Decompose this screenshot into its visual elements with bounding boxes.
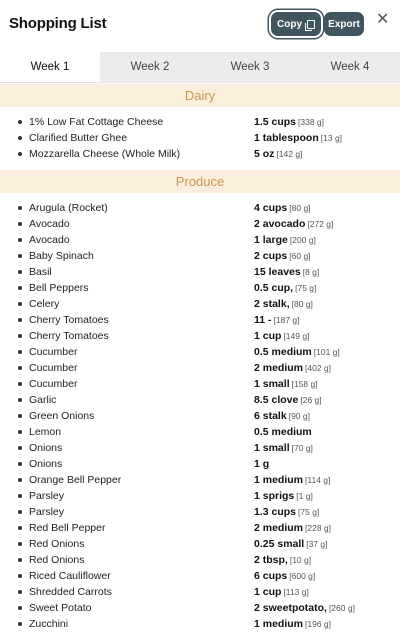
item-weight: [75 g] xyxy=(295,283,317,293)
section-header-produce: Produce xyxy=(0,170,400,193)
item-amount: 0.25 small xyxy=(254,538,305,550)
bullet-icon xyxy=(18,526,22,530)
item-name: Sweet Potato xyxy=(29,602,92,614)
item-name: Parsley xyxy=(29,490,65,502)
item-weight: [149 g] xyxy=(283,331,310,341)
list-item xyxy=(0,440,400,456)
item-quantity xyxy=(254,148,302,160)
item-amount: 8.5 clove xyxy=(254,394,299,406)
item-name: Onions xyxy=(29,442,63,454)
item-weight: [196 g] xyxy=(305,619,332,629)
item-name: Garlic xyxy=(29,394,57,406)
bullet-icon xyxy=(18,254,22,258)
item-quantity xyxy=(254,586,309,598)
item-amount: 1.3 cups xyxy=(254,506,297,518)
list-item xyxy=(0,488,400,504)
item-weight: [260 g] xyxy=(328,603,355,613)
item-quantity xyxy=(254,474,330,486)
item-name: Bell Peppers xyxy=(29,282,89,294)
list-item xyxy=(0,472,400,488)
item-amount: 1 medium xyxy=(254,618,304,630)
item-quantity xyxy=(254,362,331,374)
list-item xyxy=(0,114,400,130)
item-quantity xyxy=(254,314,300,326)
item-quantity xyxy=(254,250,311,262)
item-name: Cherry Tomatoes xyxy=(29,314,109,326)
item-weight: [600 g] xyxy=(289,571,316,581)
item-name: Red Onions xyxy=(29,538,85,550)
close-icon[interactable]: ✕ xyxy=(376,11,390,28)
bullet-icon xyxy=(18,622,22,626)
item-quantity xyxy=(254,378,318,390)
item-name: Baby Spinach xyxy=(29,250,94,262)
item-quantity xyxy=(254,490,313,502)
bullet-icon xyxy=(18,270,22,274)
item-amount: 2 sweetpotato, xyxy=(254,602,327,614)
bullet-icon xyxy=(18,120,22,124)
list-item xyxy=(0,200,400,216)
item-weight: [13 g] xyxy=(320,133,343,143)
export-button[interactable]: Export xyxy=(324,12,364,36)
bullet-icon xyxy=(18,414,22,418)
item-name: Lemon xyxy=(29,426,62,438)
bullet-icon xyxy=(18,542,22,546)
list-item xyxy=(0,296,400,312)
list-item xyxy=(0,408,400,424)
tab-week-1[interactable]: Week 1 xyxy=(0,52,100,82)
item-amount: 0.5 medium xyxy=(254,346,312,358)
list-item xyxy=(0,616,400,632)
item-quantity xyxy=(254,394,322,406)
bullet-icon xyxy=(18,382,22,386)
bullet-icon xyxy=(18,350,22,354)
list-item xyxy=(0,520,400,536)
item-name: Green Onions xyxy=(29,410,95,422)
list-item xyxy=(0,232,400,248)
item-quantity xyxy=(254,570,315,582)
item-quantity xyxy=(254,282,316,294)
item-amount: 2 medium xyxy=(254,362,304,374)
section-header-dairy: Dairy xyxy=(0,84,400,107)
list-item xyxy=(0,130,400,146)
bullet-icon xyxy=(18,366,22,370)
list-item xyxy=(0,360,400,376)
bullet-icon xyxy=(18,590,22,594)
item-weight: [70 g] xyxy=(291,443,313,453)
item-quantity xyxy=(254,522,331,534)
tab-week-4[interactable]: Week 4 xyxy=(300,52,400,82)
item-quantity xyxy=(254,506,319,518)
item-name: Parsley xyxy=(29,506,65,518)
list-item xyxy=(0,344,400,360)
item-quantity xyxy=(254,554,311,566)
list-item xyxy=(0,456,400,472)
item-name: Mozzarella Cheese (Whole Milk) xyxy=(29,148,181,160)
item-quantity xyxy=(254,218,333,230)
item-name: Celery xyxy=(29,298,60,310)
item-name: Red Bell Pepper xyxy=(29,522,106,534)
bullet-icon xyxy=(18,136,22,140)
bullet-icon xyxy=(18,334,22,338)
list-item xyxy=(0,424,400,440)
item-amount: 1 g xyxy=(254,458,270,470)
item-weight: [158 g] xyxy=(291,379,318,389)
item-quantity xyxy=(254,602,355,614)
item-quantity xyxy=(254,442,313,454)
item-weight: [200 g] xyxy=(289,235,316,245)
item-weight: [10 g] xyxy=(289,555,312,565)
item-name: Cucumber xyxy=(29,378,78,390)
item-amount: 1 medium xyxy=(254,474,304,486)
item-weight: [187 g] xyxy=(273,315,300,325)
item-quantity xyxy=(254,346,340,358)
bullet-icon xyxy=(18,222,22,226)
bullet-icon xyxy=(18,152,22,156)
item-amount: 1 tablespoon xyxy=(254,132,319,144)
list-item xyxy=(0,248,400,264)
week-tabs xyxy=(0,52,400,83)
tab-week-2[interactable]: Week 2 xyxy=(100,52,200,82)
item-amount: 1 cup xyxy=(254,586,282,598)
item-weight: [114 g] xyxy=(305,475,331,485)
item-weight: [228 g] xyxy=(305,523,332,533)
header xyxy=(0,0,400,52)
item-weight: [26 g] xyxy=(300,395,322,405)
item-amount: 11 - xyxy=(254,314,272,326)
item-weight: [142 g] xyxy=(276,149,303,159)
item-amount: 6 stalk xyxy=(254,410,287,422)
bullet-icon xyxy=(18,510,22,514)
item-weight: [90 g] xyxy=(288,411,310,421)
item-quantity xyxy=(254,330,309,342)
list-item xyxy=(0,392,400,408)
list-item xyxy=(0,568,400,584)
list-item xyxy=(0,536,400,552)
list-item xyxy=(0,146,400,162)
item-weight: [8 g] xyxy=(302,267,320,277)
item-weight: [1 g] xyxy=(296,491,313,501)
item-amount: 2 stalk, xyxy=(254,298,290,310)
bullet-icon xyxy=(18,398,22,402)
list-item xyxy=(0,504,400,520)
item-name: Arugula (Rocket) xyxy=(29,202,108,214)
bullet-icon xyxy=(18,478,22,482)
item-weight: [338 g] xyxy=(298,117,325,127)
item-amount: 1.5 cups xyxy=(254,116,297,128)
copy-icon xyxy=(307,20,315,29)
item-weight: [75 g] xyxy=(298,507,320,517)
list-item xyxy=(0,216,400,232)
bullet-icon xyxy=(18,462,22,466)
item-name: Red Onions xyxy=(29,554,85,566)
bullet-icon xyxy=(18,606,22,610)
item-amount: 1 sprigs xyxy=(254,490,295,502)
item-amount: 15 leaves xyxy=(254,266,301,278)
page-title: Shopping List xyxy=(9,15,107,32)
list-item xyxy=(0,328,400,344)
list-item xyxy=(0,552,400,568)
item-name: Cucumber xyxy=(29,346,78,358)
item-name: Orange Bell Pepper xyxy=(29,474,122,486)
bullet-icon xyxy=(18,318,22,322)
item-weight: [101 g] xyxy=(313,347,340,357)
item-amount: 2 cups xyxy=(254,250,288,262)
item-amount: 4 cups xyxy=(254,202,288,214)
item-weight: [60 g] xyxy=(289,251,311,261)
item-quantity xyxy=(254,132,342,144)
item-quantity xyxy=(254,234,316,246)
bullet-icon xyxy=(18,238,22,242)
item-amount: 2 tbsp, xyxy=(254,554,288,566)
item-name: Zucchini xyxy=(29,618,69,630)
item-quantity xyxy=(254,426,314,438)
item-name: Basil xyxy=(29,266,52,278)
copy-button-label: Copy xyxy=(277,18,302,30)
item-weight: [113 g] xyxy=(283,587,309,597)
item-name: Cucumber xyxy=(29,362,78,374)
item-name: Onions xyxy=(29,458,63,470)
bullet-icon xyxy=(18,286,22,290)
item-weight: [272 g] xyxy=(307,219,334,229)
item-weight: [37 g] xyxy=(306,539,328,549)
item-quantity xyxy=(254,458,271,470)
item-amount: 2 avocado xyxy=(254,218,306,230)
item-quantity xyxy=(254,202,311,214)
item-amount: 0.5 cup, xyxy=(254,282,294,294)
list-item xyxy=(0,600,400,616)
item-amount: 1 large xyxy=(254,234,288,246)
list-item xyxy=(0,584,400,600)
bullet-icon xyxy=(18,558,22,562)
bullet-icon xyxy=(18,494,22,498)
item-name: Cherry Tomatoes xyxy=(29,330,109,342)
bullet-icon xyxy=(18,574,22,578)
item-weight: [402 g] xyxy=(305,363,332,373)
item-amount: 6 cups xyxy=(254,570,288,582)
list-item xyxy=(0,312,400,328)
item-weight: [80 g] xyxy=(291,299,313,309)
item-quantity xyxy=(254,538,327,550)
bullet-icon xyxy=(18,446,22,450)
item-amount: 1 small xyxy=(254,442,290,454)
item-amount: 1 small xyxy=(254,378,290,390)
item-weight: [80 g] xyxy=(289,203,311,213)
tab-week-3[interactable]: Week 3 xyxy=(200,52,300,82)
item-amount: 0.5 medium xyxy=(254,426,312,438)
item-quantity xyxy=(254,116,324,128)
list-item xyxy=(0,264,400,280)
item-quantity xyxy=(254,266,319,278)
item-amount: 5 oz xyxy=(254,148,275,160)
item-quantity xyxy=(254,618,331,630)
bullet-icon xyxy=(18,206,22,210)
item-quantity xyxy=(254,298,313,310)
copy-button[interactable] xyxy=(271,12,321,36)
item-name: Riced Cauliflower xyxy=(29,570,111,582)
bullet-icon xyxy=(18,430,22,434)
item-quantity xyxy=(254,410,310,422)
item-name: 1% Low Fat Cottage Cheese xyxy=(29,116,164,128)
item-name: Avocado xyxy=(29,234,70,246)
item-name: Clarified Butter Ghee xyxy=(29,132,128,144)
bullet-icon xyxy=(18,302,22,306)
item-amount: 2 medium xyxy=(254,522,304,534)
list-item xyxy=(0,280,400,296)
item-amount: 1 cup xyxy=(254,330,282,342)
item-name: Avocado xyxy=(29,218,70,230)
list-item xyxy=(0,376,400,392)
item-name: Shredded Carrots xyxy=(29,586,112,598)
